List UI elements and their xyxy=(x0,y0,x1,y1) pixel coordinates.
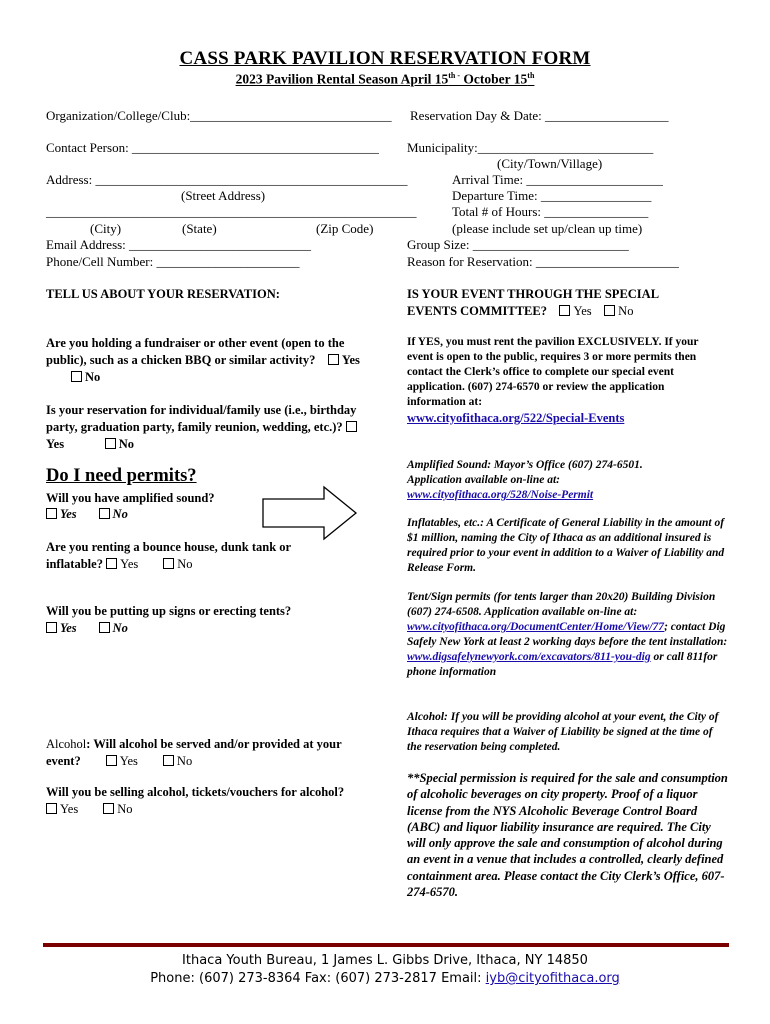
bounce-yes-checkbox[interactable] xyxy=(106,558,117,569)
alcohol-question-text: : Will alcohol be served and/or provided at your event? xyxy=(46,737,342,768)
bounce-no-label: No xyxy=(177,557,193,571)
arrow-right-icon xyxy=(262,485,358,541)
signs-options xyxy=(46,621,128,636)
tents-info-text: Tent/Sign permits (for tents larger than 20x20) Building Division (607) 274-6508. Application available on-line at: xyxy=(407,591,716,618)
family-no-checkbox[interactable] xyxy=(105,438,116,449)
special-events-question-text: IS YOUR EVENT THROUGH THE SPECIAL EVENTS COMMITTEE? xyxy=(407,287,659,318)
selling-question xyxy=(46,784,346,818)
zip-hint: (Zip Code) xyxy=(316,221,374,236)
footer-contact-text: Phone: (607) 273-8364 Fax: (607) 273-2817 Email: xyxy=(150,971,486,986)
selling-no-checkbox[interactable] xyxy=(103,803,114,814)
tents-info-text-3: or call 811for phone information xyxy=(407,651,718,678)
state-hint: (State) xyxy=(182,221,217,236)
fundraiser-no-label: No xyxy=(85,370,101,384)
subtitle-part-b: October 15 xyxy=(460,71,528,87)
fundraiser-yes-label: Yes xyxy=(341,353,360,367)
family-yes-label: Yes xyxy=(46,437,65,451)
dig-safely-link[interactable]: www.digsafelynewyork.com/excavators/811-you-dig xyxy=(407,651,651,663)
bounce-question xyxy=(46,539,346,573)
subtitle-part-a: 2023 Pavilion Rental Season April 15 xyxy=(235,71,449,87)
amplified-info-text: Amplified Sound: Mayor’s Office (607) 274-6501. Application available on-line at: xyxy=(407,459,643,486)
reservation-day-field[interactable]: Reservation Day & Date: ___________________ xyxy=(410,108,669,123)
total-hours-field[interactable]: Total # of Hours: ________________ xyxy=(452,204,649,219)
special-events-yes-checkbox[interactable] xyxy=(559,305,570,316)
arrival-time-field[interactable]: Arrival Time: _____________________ xyxy=(452,172,663,187)
family-yes-checkbox[interactable] xyxy=(346,421,357,432)
tents-info-text-2: ; contact Dig Safely New York at least 2 working days before the tent installation: xyxy=(407,621,728,648)
amplified-no-checkbox[interactable] xyxy=(99,508,110,519)
footer-contact xyxy=(0,971,770,986)
fundraiser-no-checkbox[interactable] xyxy=(71,371,82,382)
bounce-yes-label: Yes xyxy=(120,557,139,571)
departure-time-field[interactable]: Departure Time: _________________ xyxy=(452,188,652,203)
signs-question: Will you be putting up signs or erecting tents? xyxy=(46,604,292,618)
special-events-question xyxy=(407,286,707,320)
amplified-yes-checkbox[interactable] xyxy=(46,508,57,519)
special-events-yes-label: Yes xyxy=(573,304,592,318)
noise-permit-link[interactable]: www.cityofithaca.org/528/Noise-Permit xyxy=(407,489,594,501)
alcohol-info: Alcohol: If you will be providing alcohol at your event, the City of Ithaca requires that a Waiver of Liability be signed at the time of the reservation being completed. xyxy=(407,711,719,753)
alcohol-question xyxy=(46,736,366,770)
contact-person-field[interactable]: Contact Person: ______________________________________ xyxy=(46,140,379,155)
fundraiser-question xyxy=(46,335,366,386)
form-title: CASS PARK PAVILION RESERVATION FORM xyxy=(179,48,591,69)
selling-yes-checkbox[interactable] xyxy=(46,803,57,814)
form-subtitle xyxy=(0,71,770,88)
special-permission-info: **Special permission is required for the sale and consumption of alcoholic beverages on city property. Proof of a liquor license from the NYS Alcoholic Beverage Control Board (ABC) and liquor liability insurance are required. The City will only approve the sale and consumption of alcohol during an event in a venue that includes a controlled, clearly defined containment area. Please contact the City Clerk’s Office, 607-274-6570. xyxy=(407,771,728,900)
signs-yes-label: Yes xyxy=(60,621,77,635)
alcohol-yes-label: Yes xyxy=(119,754,138,768)
organization-field[interactable]: Organization/College/Club:_______________________________ xyxy=(46,108,392,123)
selling-question-text: Will you be selling alcohol, tickets/vouchers for alcohol? xyxy=(46,785,345,799)
tents-info xyxy=(407,590,729,680)
email-field[interactable]: Email Address: ____________________________ xyxy=(46,237,312,252)
setup-hint: (please include set up/clean up time) xyxy=(452,221,643,236)
amplified-options xyxy=(46,507,128,522)
municipality-hint: (City/Town/Village) xyxy=(497,156,603,171)
address-line-2-field[interactable]: _________________________________________________________ xyxy=(46,204,417,219)
bounce-no-checkbox[interactable] xyxy=(163,558,174,569)
reason-field[interactable]: Reason for Reservation: ______________________ xyxy=(407,254,679,269)
amplified-question: Will you have amplified sound? xyxy=(46,491,215,505)
inflatables-info: Inflatables, etc.: A Certificate of General Liability in the amount of $1 million, naming the City of Ithaca as an additional insured is required prior to your event in addition to a Waiver of Liability and Release Form. xyxy=(407,517,725,574)
family-question-text: Is your reservation for individual/family use (i.e., birthday party, graduation party, family reunion, wedding, etc.)? xyxy=(46,403,357,434)
amplified-yes-label: Yes xyxy=(60,507,77,521)
special-events-link[interactable]: www.cityofithaca.org/522/Special-Events xyxy=(407,411,625,425)
fundraiser-question-text: Are you holding a fundraiser or other event (open to the public), such as a chicken BBQ or similar activity? xyxy=(46,336,345,367)
address-field[interactable]: Address: ________________________________________________ xyxy=(46,172,408,187)
amplified-info xyxy=(407,458,652,503)
permits-heading: Do I need permits? xyxy=(46,466,197,486)
phone-field[interactable]: Phone/Cell Number: ______________________ xyxy=(46,254,300,269)
selling-yes-label: Yes xyxy=(60,802,79,816)
if-yes-info: If YES, you must rent the pavilion EXCLUSIVELY. If your event is open to the public, requires 3 or more permits then contact the Clerk’s office to complete our special event application. (607) 274-6570 or review the application information at: xyxy=(407,336,699,408)
alcohol-no-checkbox[interactable] xyxy=(163,755,174,766)
street-hint: (Street Address) xyxy=(181,188,266,203)
special-events-no-checkbox[interactable] xyxy=(604,305,615,316)
bounce-question-text: Are you renting a bounce house, dunk tank or inflatable? xyxy=(46,540,291,571)
footer-email-link[interactable]: iyb@cityofithaca.org xyxy=(485,971,620,986)
document-center-link[interactable]: www.cityofithaca.org/DocumentCenter/Home/View/77 xyxy=(407,621,665,633)
city-hint: (City) xyxy=(90,221,122,236)
family-question xyxy=(46,402,366,453)
alcohol-label: Alcohol xyxy=(46,737,87,751)
selling-no-label: No xyxy=(117,802,133,816)
special-events-no-label: No xyxy=(618,304,634,318)
alcohol-no-label: No xyxy=(176,754,193,768)
footer-divider xyxy=(43,943,729,947)
amplified-no-label: No xyxy=(112,507,128,521)
alcohol-yes-checkbox[interactable] xyxy=(106,755,117,766)
signs-no-checkbox[interactable] xyxy=(99,622,110,633)
subtitle-sup-2: th xyxy=(527,71,535,80)
signs-yes-checkbox[interactable] xyxy=(46,622,57,633)
group-size-field[interactable]: Group Size: ________________________ xyxy=(407,237,629,252)
tell-us-heading: TELL US ABOUT YOUR RESERVATION: xyxy=(46,287,280,301)
subtitle-sup-1: th - xyxy=(448,71,461,80)
footer-address: Ithaca Youth Bureau, 1 James L. Gibbs Drive, Ithaca, NY 14850 xyxy=(182,953,588,968)
family-no-label: No xyxy=(118,437,134,451)
signs-no-label: No xyxy=(112,621,128,635)
fundraiser-yes-checkbox[interactable] xyxy=(328,354,339,365)
municipality-field[interactable]: Municipality:___________________________ xyxy=(407,140,654,155)
